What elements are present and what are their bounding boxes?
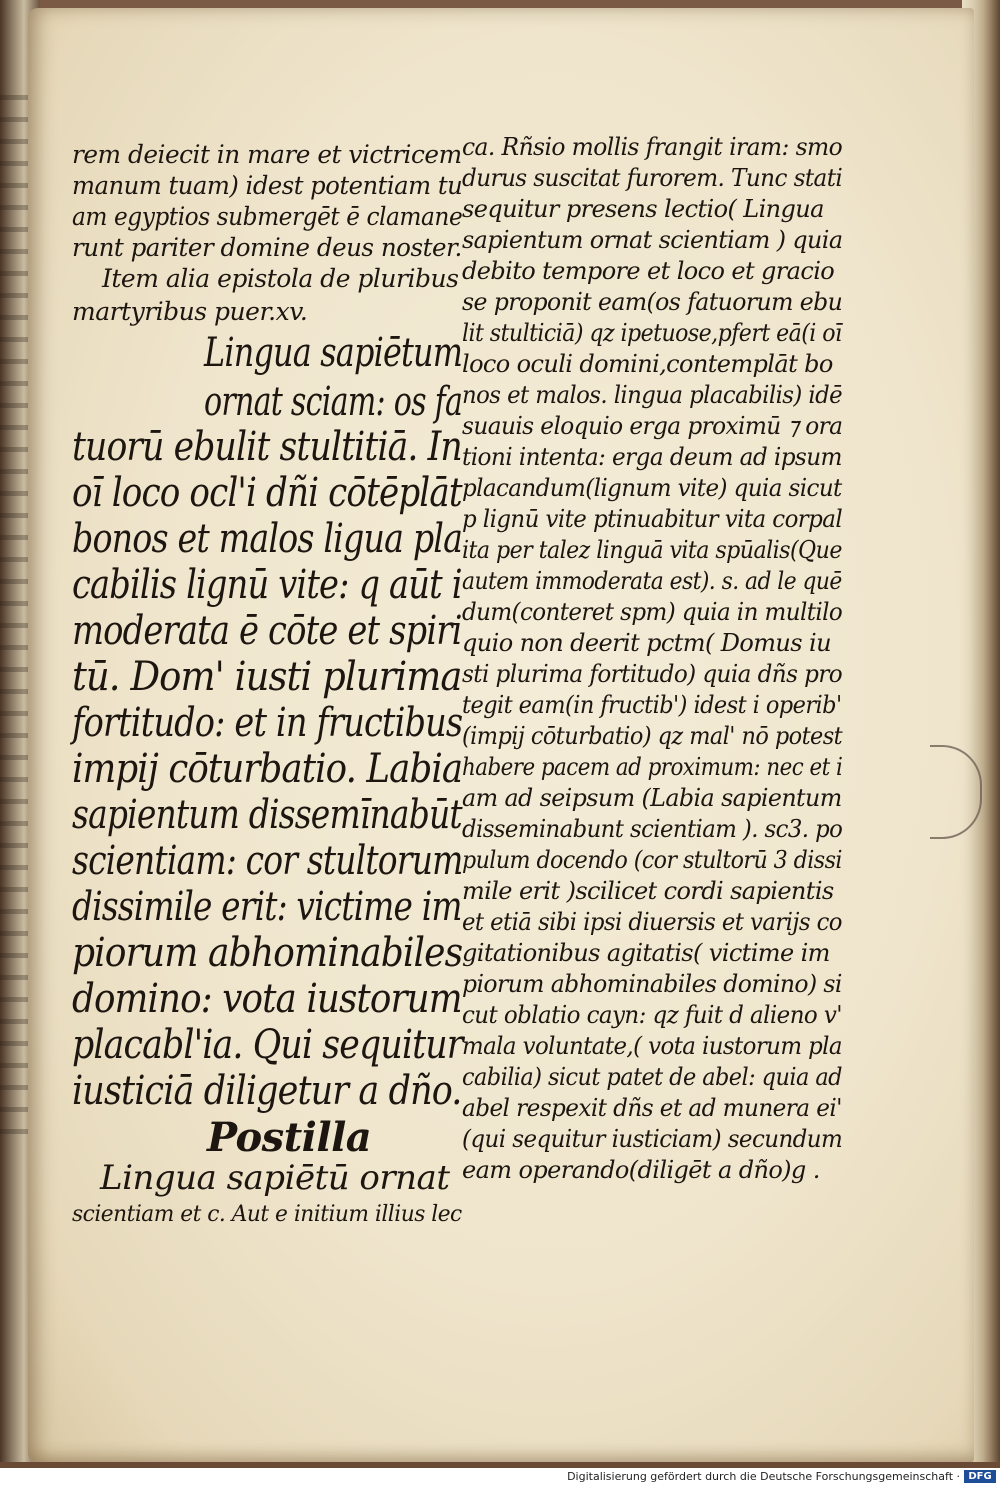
text-line: mile erit )scilicet cordi sapientis [462,877,834,905]
text-line: domino: vota iustorum [72,976,462,1022]
text-line: eam operando(diligēt a dño)g . [462,1156,820,1184]
text-line: impij cōturbatio. Labia [72,746,463,792]
text-line: tegit eam(in fructib') idest i operib' [462,691,842,719]
text-line: cut oblatio cayn: qz fuit d alieno v' [462,1001,843,1029]
funding-credit: Digitalisierung gefördert durch die Deutsche Forschungsgemeinschaft · [567,1470,960,1483]
text-line: am ad seipsum (Labia sapientum [462,784,842,812]
text-line: moderata ē cōte et spiri [72,608,462,654]
text-line: dum(conteret spm) quia in multilo [462,598,843,626]
dfg-logo[interactable]: DFG [964,1470,996,1483]
text-line: Lingua sapiētum [204,330,463,376]
text-line: bonos et malos ligua pla [72,516,463,562]
text-line: scientiam et c. Aut e initium illius lec [72,1202,462,1227]
text-line: manum tuam) idest potentiam tu [72,171,463,200]
text-line: tū. Dom' iusti plurima [72,654,462,700]
text-line: Lingua sapiētū ornat [100,1158,450,1198]
text-line: fortitudo: et in fructibus [72,700,463,746]
text-line: et etiā sibi ipsi diuersis et varijs co [462,908,842,936]
text-line: placabl'ia. Qui sequitur [72,1022,463,1068]
text-line: rem deiecit in mare et victricem [72,140,462,169]
text-line: am egyptios submergēt ē clamane [72,202,463,231]
text-line: ca. Rñsio mollis frangit iram: smo [462,133,843,161]
text-line: quio non deerit pctm( Domus iu [462,629,831,657]
text-line: sapientum dissemīnabūt [72,792,462,838]
text-line: sapientum ornat scientiam ) quia [462,226,843,254]
text-line: cabilis lignū vite: q aūt i [72,562,462,608]
text-line: pulum docendo (cor stultorū 3 dissi [462,846,842,874]
text-line: loco oculi domini,contemplāt bo [462,350,833,378]
text-line: cabilia) sicut patet de abel: quia ad [462,1063,842,1091]
text-line: martyribus puer.xv. [72,297,308,326]
text-line: autem immoderata est). s. ad le quē [462,567,842,595]
text-line: habere pacem ad proximum: nec et i [462,753,843,781]
text-line: piorum abhominabiles domino) si [462,970,842,998]
text-line: nos et malos. lingua placabilis) idē [462,381,843,409]
right-text-column [462,133,842,1198]
text-line: (impij cōturbatio) qz mal' nō potest [462,722,843,750]
text-line: ornat sciam: os fa [204,379,463,425]
text-line: (qui sequitur iusticiam) secundum [462,1125,843,1153]
text-line: gitationibus agitatis( victime im [462,939,830,967]
text-line: debito tempore et loco et gracio [462,257,835,285]
text-line: p lignū vite ptinuabitur vita corpal [462,505,843,533]
text-line: se proponit eam(os fatuorum ebu [462,288,843,316]
text-line: placandum(lignum vite) quia sicut [462,474,842,502]
text-line: piorum abhominabiles [72,930,463,976]
text-line: suauis eloquio erga proximū ⁊ ora [462,412,843,440]
text-line: dissimile erit: victime im [72,884,462,930]
text-line: durus suscitat furorem. Tunc stati [462,164,843,192]
text-line: disseminabunt scientiam ). sc3. po [462,815,843,843]
section-heading: Postilla [207,1114,372,1161]
text-line: scientiam: cor stultorum [72,838,463,884]
text-line: oī loco ocl'i dñi cōtēplāt [72,470,462,516]
text-line: ita per talez linguā vita spūalis(Que [462,536,842,564]
text-line: iusticiā diligetur a dño. [72,1068,462,1114]
left-text-column [72,140,463,1227]
footer-bar [0,1468,1000,1487]
text-line: abel respexit dñs et ad munera ei' [462,1094,842,1122]
text-line: mala voluntate,( vota iustorum pla [462,1032,842,1060]
text-line: runt pariter domine deus noster. [72,233,462,262]
text-line: sti plurima fortitudo) quia dñs pro [462,660,843,688]
text-line: sequitur presens lectio( Lingua [462,195,824,223]
text-line: tioni intenta: erga deum ad ipsum [462,443,842,471]
text-line: Item alia epistola de pluribus [102,264,459,293]
text-line: lit stulticiā) qz ipetuose,pfert eā(i oī [462,319,842,347]
text-line: tuorū ebulit stultitiā. In [72,424,462,470]
